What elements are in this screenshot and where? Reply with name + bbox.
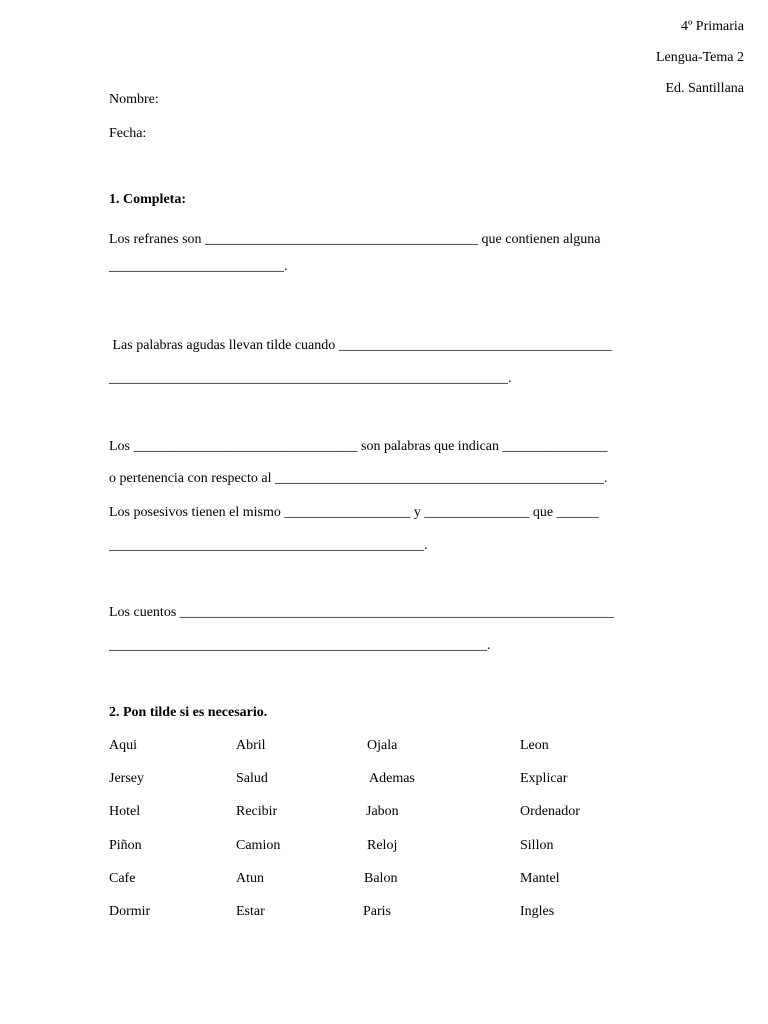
exercise1-title: 1. Completa: (109, 192, 186, 207)
word-cell: Ademas (369, 771, 415, 786)
word-cell: Ojala (367, 738, 398, 753)
exercise1-line: Los cuentos ______________________________________________________________ (109, 605, 614, 620)
word-cell: Explicar (520, 771, 568, 786)
date-label: Fecha: (109, 126, 147, 141)
word-cell: Ordenador (520, 804, 580, 819)
exercise1-line: o pertenencia con respecto al _______________________________________________. (109, 471, 608, 486)
exercise1-line: Las palabras agudas llevan tilde cuando _______________________________________ (109, 338, 612, 353)
name-label: Nombre: (109, 92, 159, 107)
word-cell: Estar (236, 904, 265, 919)
word-cell: Dormir (109, 904, 151, 919)
word-cell: Salud (236, 771, 268, 786)
word-cell: Piñon (109, 838, 142, 853)
word-cell: Cafe (109, 871, 136, 886)
word-cell: Jabon (366, 804, 399, 819)
word-cell: Leon (520, 738, 549, 753)
exercise1-line: _________________________________________________________. (109, 371, 512, 386)
exercise1-line: ______________________________________________________. (109, 638, 491, 653)
word-cell: Mantel (520, 871, 560, 886)
word-cell: Aqui (109, 738, 137, 753)
word-cell: Paris (363, 904, 391, 919)
word-cell: Ingles (520, 904, 555, 919)
word-cell: Reloj (367, 838, 398, 853)
word-cell: Camion (236, 838, 281, 853)
exercise1-line: Los ________________________________ son palabras que indican _______________ (109, 439, 608, 454)
word-cell: Abril (236, 738, 266, 753)
word-cell: Atun (236, 871, 264, 886)
exercise2-title: 2. Pon tilde si es necesario. (109, 705, 268, 720)
word-cell: Recibir (236, 804, 278, 819)
exercise1-line: Los refranes son _______________________________________ que contienen alguna (109, 232, 601, 247)
header-publisher: Ed. Santillana (665, 81, 744, 96)
word-cell: Jersey (109, 771, 144, 786)
word-cell: Balon (364, 871, 398, 886)
header-grade: 4º Primaria (680, 19, 744, 34)
exercise1-line: _________________________. (109, 259, 288, 274)
exercise1-line: Los posesivos tienen el mismo __________________ y _______________ que ______ (109, 505, 599, 520)
exercise1-line: _____________________________________________. (109, 538, 428, 553)
word-cell: Hotel (109, 804, 141, 819)
word-cell: Sillon (520, 838, 554, 853)
header-subject: Lengua-Tema 2 (655, 50, 744, 65)
